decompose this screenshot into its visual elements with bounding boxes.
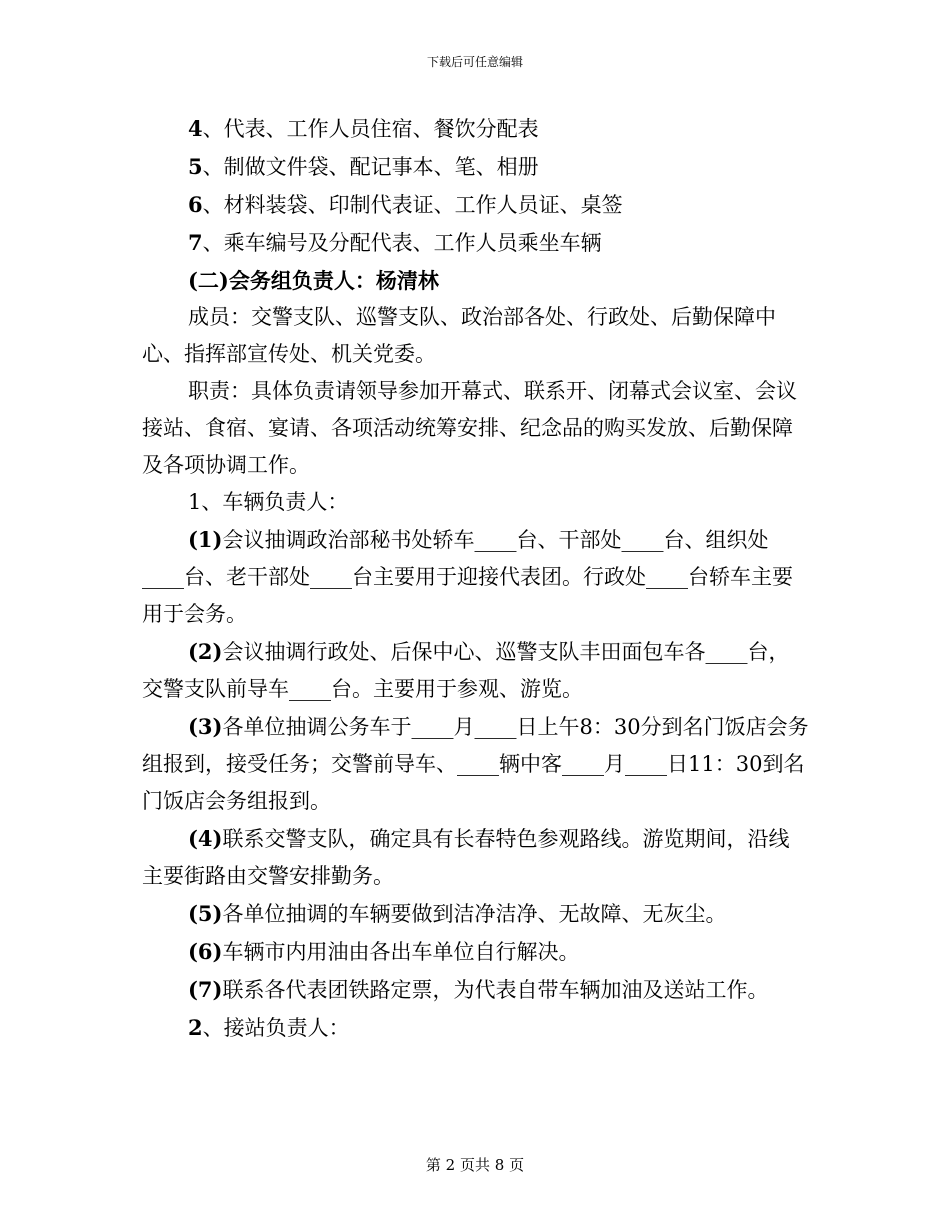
paragraph-members: 成员：交警支队、巡警支队、政治部各处、行政处、后勤保障中心、指挥部宣传处、机关党委。	[142, 305, 776, 366]
list-item: 5、制做文件袋、配记事本、笔、相册	[188, 154, 539, 179]
subheading-vehicles: 1、车辆负责人：	[188, 490, 349, 514]
list-item: (4)联系交警支队，确定具有长春特色参观路线。游览期间，沿线主要街路由交警安排勤务。	[142, 826, 790, 888]
list-item: (5)各单位抽调的车辆要做到洁净洁净、无故障、无灰尘。	[188, 901, 727, 926]
list-item: (3)各单位抽调公务车于____月____日上午8：30分到名门饭店会务组报到，接受任务；交警前导车、____辆中客____月____日11：30到名门饭店会务组报到。	[142, 714, 809, 813]
list-item: (1)会议抽调政治部秘书处轿车____台、干部处____台、组织处____台、老干部处____台主要用于迎接代表团。行政处____台轿车主要用于会务。	[142, 527, 793, 626]
list-item: (6)车辆市内用油由各出车单位自行解决。	[188, 939, 580, 964]
list-item: (7)联系各代表团铁路定票，为代表自带车辆加油及送站工作。	[188, 977, 769, 1002]
subheading-reception: 2、接站负责人：	[188, 1015, 350, 1040]
section-heading: (二)会务组负责人：杨清林	[188, 268, 439, 293]
list-item: 6、材料装袋、印制代表证、工作人员证、桌签	[188, 192, 623, 217]
list-item: (2)会议抽调行政处、后保中心、巡警支队丰田面包车各____台，交警支队前导车____台。主要用于参观、游览。	[142, 639, 790, 701]
page-header: 下载后可任意编辑	[426, 55, 523, 69]
list-item: 7、乘车编号及分配代表、工作人员乘坐车辆	[188, 230, 602, 255]
page-footer: 第 2 页共 8 页	[425, 1156, 525, 1174]
paragraph-duties: 职责：具体负责请领导参加开幕式、联系开、闭幕式会议室、会议接站、食宿、宴请、各项活动统筹安排、纪念品的购买发放、后勤保障及各项协调工作。	[142, 379, 797, 477]
document-body	[142, 110, 810, 1047]
list-item: 4、代表、工作人员住宿、餐饮分配表	[188, 116, 539, 141]
